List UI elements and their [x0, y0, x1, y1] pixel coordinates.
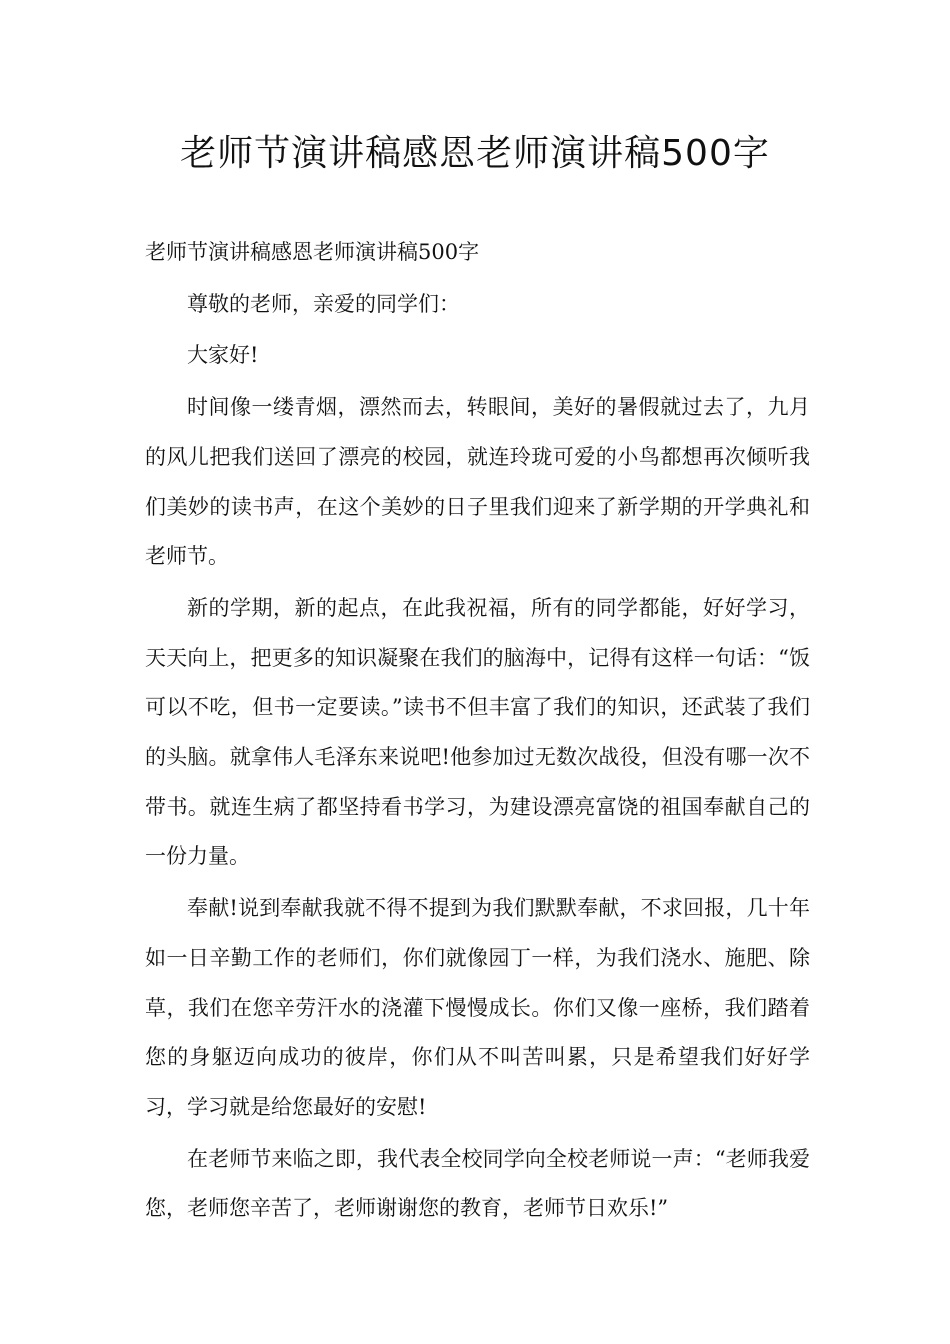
- document-title: 老师节演讲稿感恩老师演讲稿500字: [180, 133, 770, 174]
- paragraph-body-1: 时间像一缕青烟，漂然而去，转眼间，美好的暑假就过去了，九月的风儿把我们送回了漂亮的校园，就连玲珑可爱的小鸟都想再次倾听我们美妙的读书声，在这个美妙的日子里我们迎来了新学期的开学典礼和老师节。: [145, 395, 810, 569]
- paragraph-closing: 在老师节来临之即，我代表全校同学向全校老师说一声：“老师我爱您，老师您辛苦了，老师谢谢您的教育，老师节日欢乐!”: [145, 1146, 810, 1221]
- document-body: [145, 228, 810, 1236]
- paragraph-body-2: 新的学期，新的起点，在此我祝福，所有的同学都能，好好学习，天天向上，把更多的知识凝聚在我们的脑海中，记得有这样一句话：“饭可以不吃，但书一定要读。”读书不但丰富了我们的知识，还武装了我们的头脑。就拿伟人毛泽东来说吧!他参加过无数次战役，但没有哪一次不带书。就连生病了都坚持看书学习，为建设漂亮富饶的祖国奉献自己的一份力量。: [145, 595, 810, 869]
- paragraph-greeting: 大家好!: [187, 343, 259, 368]
- paragraph-body-3: 奉献!说到奉献我就不得不提到为我们默默奉献，不求回报，几十年如一日辛勤工作的老师们，你们就像园丁一样，为我们浇水、施肥、除草，我们在您辛劳汗水的浇灌下慢慢成长。你们又像一座桥，我们踏着您的身躯迈向成功的彼岸，你们从不叫苦叫累，只是希望我们好好学习，学习就是给您最好的安慰!: [145, 896, 810, 1119]
- paragraph-salutation: 尊敬的老师，亲爱的同学们：: [187, 291, 460, 316]
- paragraph-subtitle: 老师节演讲稿感恩老师演讲稿500字: [145, 240, 480, 264]
